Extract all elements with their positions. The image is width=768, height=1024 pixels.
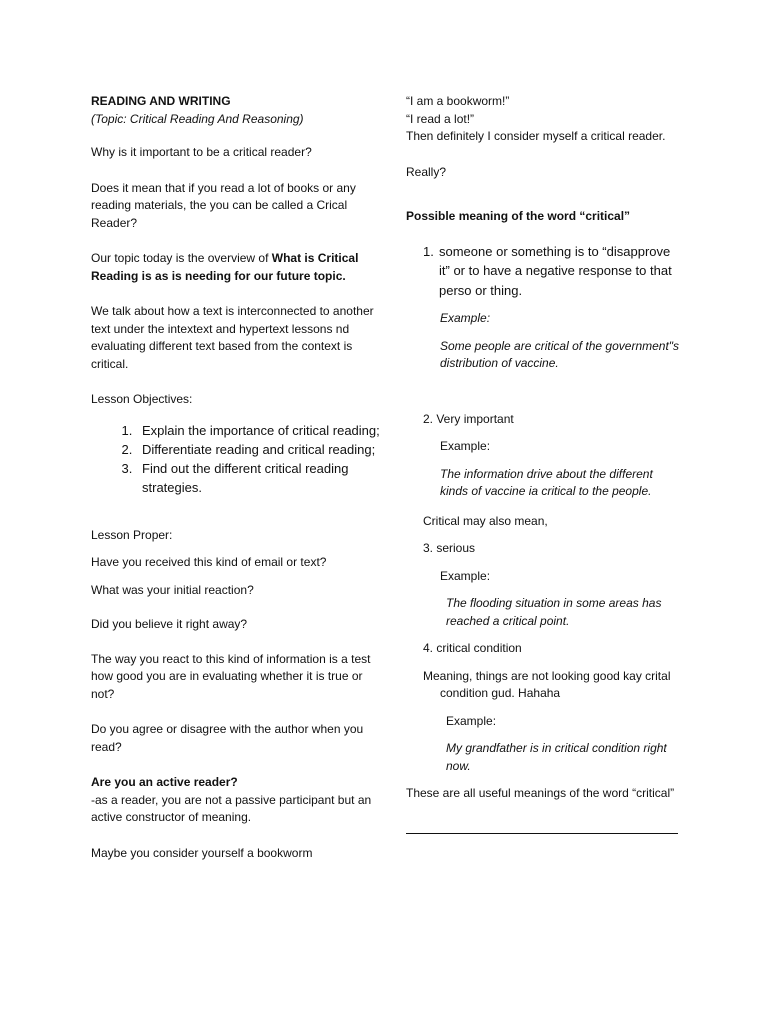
meaning-3: 3. serious xyxy=(423,541,476,555)
active-reader-question: Are you an active reader? xyxy=(91,775,238,789)
react-paragraph: The way you react to this kind of information is a test how good you are in evaluating whether it is true or not? xyxy=(91,651,371,701)
possible-meaning-heading: Possible meaning of the word “critical” xyxy=(406,209,631,223)
meaning-3-example: The flooding situation in some areas has reached a critical point. xyxy=(446,596,662,628)
objective-item: 2. Differentiate reading and critical reading; xyxy=(136,440,381,459)
interconnected-paragraph: We talk about how a text is interconnected to another text under the intextext and hypertext lessons nd evaluating different text based from the context is critical. xyxy=(91,304,374,371)
right-column xyxy=(406,93,681,834)
meaning-4-example-label: Example: xyxy=(446,713,497,728)
horizontal-rule xyxy=(406,833,678,834)
question-email: Have you received this kind of email or text? xyxy=(91,555,327,569)
question-reaction: What was your initial reaction? xyxy=(91,582,254,597)
overview-paragraph xyxy=(91,250,381,285)
bookworm-line: Maybe you consider yourself a bookworm xyxy=(91,845,313,860)
also-mean-line: Critical may also mean, xyxy=(423,513,548,528)
meaning-1-example: Some people are critical of the government"s distribution of vaccine. xyxy=(440,338,680,370)
meaning-3-example-label: Example: xyxy=(440,568,491,583)
meaning-1 xyxy=(406,242,681,301)
meaning-1-example-label: Example: xyxy=(440,311,491,325)
meaning-1-number: 1. xyxy=(423,243,434,259)
question-believe: Did you believe it right away? xyxy=(91,617,248,631)
objectives-heading: Lesson Objectives: xyxy=(91,392,193,406)
left-column xyxy=(91,93,381,878)
quote-read-a-lot: “I read a lot!” xyxy=(406,111,475,126)
topic-line: (Topic: Critical Reading And Reasoning) xyxy=(91,111,304,126)
lesson-proper-heading: Lesson Proper: xyxy=(91,527,173,542)
objectives-list xyxy=(91,421,381,497)
closing-paragraph: These are all useful meanings of the word “critical” xyxy=(406,786,675,800)
question-read-a-lot: Does it mean that if you read a lot of books or any reading materials, the you can be called a Crical Reader? xyxy=(91,180,356,230)
overview-bold: What is Critical Reading is as is needing for our future topic. xyxy=(91,251,359,283)
meaning-4: 4. critical condition xyxy=(423,641,522,655)
agree-paragraph: Do you agree or disagree with the author when you read? xyxy=(91,722,364,754)
objective-item: 3. Find out the different critical reading strategies. xyxy=(136,459,381,497)
really-line: Really? xyxy=(406,164,447,179)
meaning-1-text: someone or something is to “disapprove it” or to have a negative response to that perso or thing. xyxy=(439,243,672,298)
meaning-2-example-label: Example: xyxy=(440,439,491,453)
objective-item: 1. Explain the importance of critical reading; xyxy=(136,421,381,440)
quote-bookworm: “I am a bookworm!” xyxy=(406,94,510,108)
document-title: READING AND WRITING xyxy=(91,94,231,108)
meaning-4-example: My grandfather is in critical condition right now. xyxy=(446,741,667,773)
meaning-2-example: The information drive about the different kinds of vaccine ia critical to the people. xyxy=(440,466,653,498)
overview-intro: Our topic today is the overview of xyxy=(91,251,272,265)
question-why-critical: Why is it important to be a critical reader? xyxy=(91,145,312,159)
meaning-4-explanation: Meaning, things are not looking good kay crital condition gud. Hahaha xyxy=(423,668,671,700)
meaning-2: 2. Very important xyxy=(423,411,514,426)
then-paragraph: Then definitely I consider myself a critical reader. xyxy=(406,129,666,143)
active-reader-answer: -as a reader, you are not a passive participant but an active constructor of meaning. xyxy=(91,792,372,824)
